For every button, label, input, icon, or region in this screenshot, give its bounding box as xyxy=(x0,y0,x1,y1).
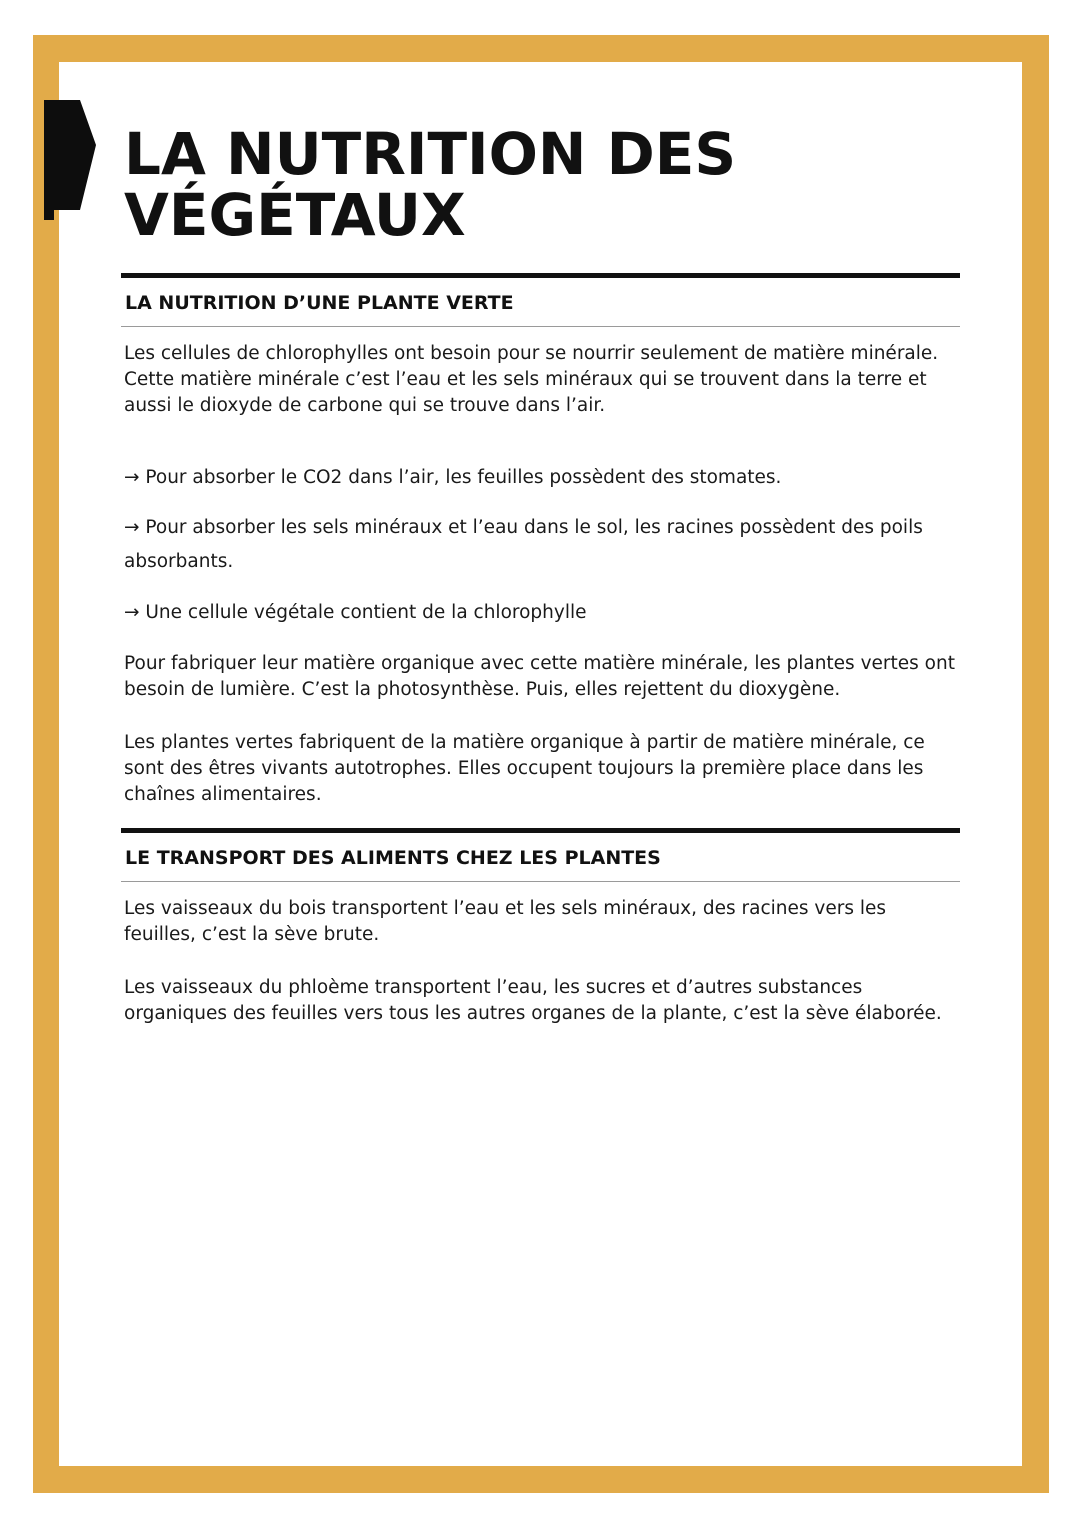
section-transport-header xyxy=(121,828,960,882)
page-title xyxy=(124,120,737,249)
section-divider-thin xyxy=(121,881,960,882)
page-title-line-2: VÉGÉTAUX xyxy=(124,181,466,249)
section-heading: LA NUTRITION D’UNE PLANTE VERTE xyxy=(125,292,514,314)
section-heading: LE TRANSPORT DES ALIMENTS CHEZ LES PLANTES xyxy=(125,847,661,869)
bullet-paragraph: → Pour absorber les sels minéraux et l’eau dans le sol, les racines possèdent des poils absorbants. xyxy=(124,517,923,572)
bullet-paragraph: → Une cellule végétale contient de la chlorophylle xyxy=(124,602,587,623)
paragraph: Les vaisseaux du bois transportent l’eau et les sels minéraux, des racines vers les feuilles, c’est la sève brute. xyxy=(124,898,887,945)
paragraph: Les vaisseaux du phloème transportent l’eau, les sucres et d’autres substances organiques des feuilles vers tous les autres organes de la plante, c’est la sève élaborée. xyxy=(124,977,942,1024)
paragraph: Les plantes vertes fabriquent de la matière organique à partir de matière minérale, ce sont des êtres vivants autotrophes. Elles occupent toujours la première place dans les chaînes alimentaires. xyxy=(124,732,925,805)
section-divider-thin xyxy=(121,326,960,327)
page-title-line-1: LA NUTRITION DES xyxy=(124,120,737,188)
paragraph: Pour fabriquer leur matière organique avec cette matière minérale, les plantes vertes ont besoin de lumière. C’est la photosynthèse. Puis, elles rejettent du dioxygène. xyxy=(124,653,955,700)
section-nutrition-header xyxy=(121,273,960,327)
black-tab-marker-icon xyxy=(44,100,96,220)
bullet-paragraph: → Pour absorber le CO2 dans l’air, les feuilles possèdent des stomates. xyxy=(124,467,782,488)
paragraph: Les cellules de chlorophylles ont besoin pour se nourrir seulement de matière minérale. Cette matière minérale c’est l’eau et les sels minéraux qui se trouvent dans la terre et aussi le dioxyde de carbone qui se trouve dans l’air. xyxy=(124,343,939,416)
